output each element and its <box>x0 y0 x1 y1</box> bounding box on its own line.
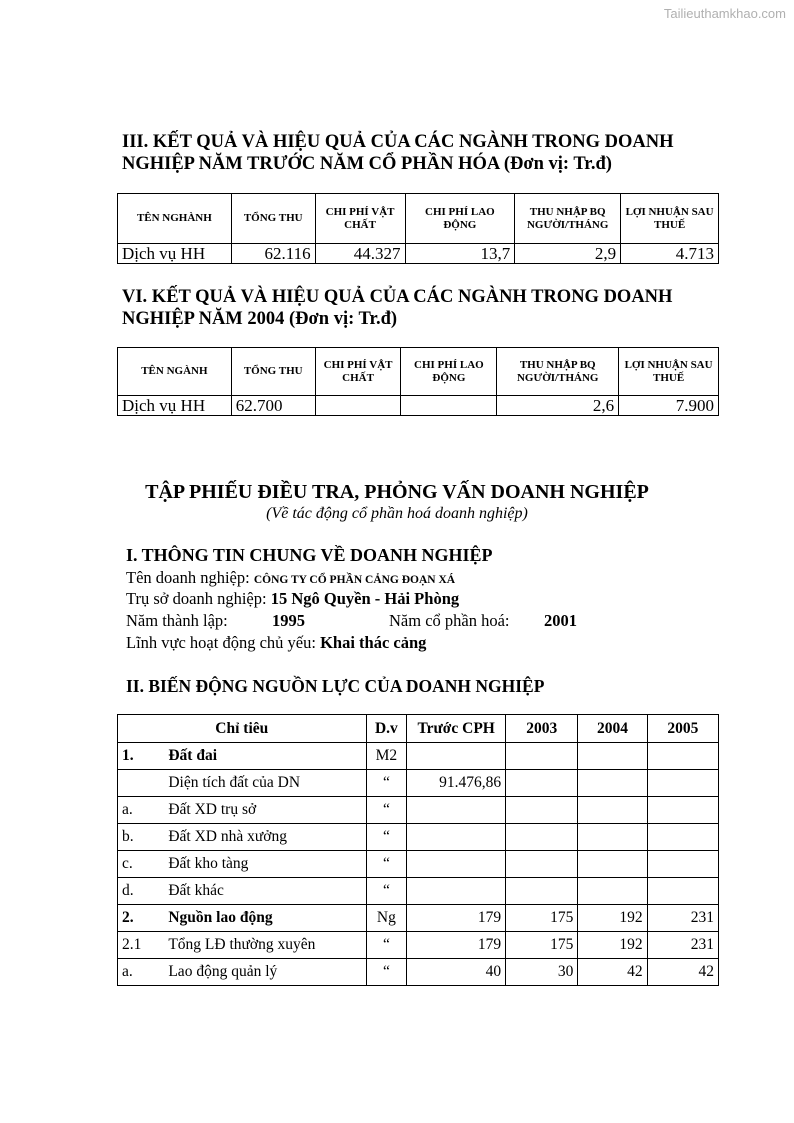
table-row <box>118 932 719 959</box>
cell <box>506 824 578 851</box>
survey-subtitle: (Về tác động cổ phần hoá doanh nghiệp) <box>266 505 528 522</box>
row-number <box>118 770 165 797</box>
equitized-value: 2001 <box>544 611 577 630</box>
col-header: LỢI NHUẬN SAU THUẾ <box>619 348 719 396</box>
cell <box>506 878 578 905</box>
col-header: 2005 <box>647 715 718 743</box>
cell <box>578 743 647 770</box>
col-header: CHI PHÍ VẬT CHẤT <box>315 348 401 396</box>
cell <box>578 770 647 797</box>
cell <box>315 396 401 416</box>
row-label: Đất đai <box>164 743 366 770</box>
resources-heading: II. BIẾN ĐỘNG NGUỒN LỰC CỦA DOANH NGHIỆP <box>126 676 545 696</box>
col-header: TÊN NGÀNH <box>118 348 232 396</box>
row-number: d. <box>118 878 165 905</box>
section6-heading <box>122 286 672 330</box>
col-header: 2003 <box>506 715 578 743</box>
cell <box>407 797 506 824</box>
cell <box>578 824 647 851</box>
col-header: TỔNG THU <box>231 194 315 244</box>
col-header: LỢI NHUẬN SAU THUẾ <box>621 194 719 244</box>
cell <box>506 851 578 878</box>
section3-heading <box>122 131 673 175</box>
cell: 91.476,86 <box>407 770 506 797</box>
general-info-heading: I. THÔNG TIN CHUNG VỀ DOANH NGHIỆP <box>126 545 493 565</box>
hq-label: Trụ sở doanh nghiệp: <box>126 589 271 608</box>
row-unit: Ng <box>366 905 407 932</box>
hq-value: 15 Ngô Quyền - Hải Phòng <box>270 589 460 608</box>
table-row <box>118 878 719 905</box>
resources-table <box>117 714 719 986</box>
row-unit: “ <box>366 770 407 797</box>
watermark: Tailieuthamkhao.com <box>663 6 786 21</box>
section6-heading-line1: VI. KẾT QUẢ VÀ HIỆU QUẢ CỦA CÁC NGÀNH TRONG DOANH <box>122 287 673 307</box>
cell <box>647 878 718 905</box>
col-header: 2004 <box>578 715 647 743</box>
col-header: TỔNG THU <box>231 348 315 396</box>
section3-heading-line2: NGHIỆP NĂM TRƯỚC NĂM CỔ PHẦN HÓA (Đơn vị: Tr.đ) <box>122 154 612 174</box>
field-line <box>126 633 426 653</box>
cell: 175 <box>506 932 578 959</box>
cell: Dịch vụ HH <box>118 244 232 264</box>
row-number: 1. <box>118 743 165 770</box>
cell <box>407 851 506 878</box>
cell: 42 <box>578 959 647 986</box>
cell <box>578 797 647 824</box>
table-row <box>118 851 719 878</box>
col-header: CHI PHÍ LAO ĐỘNG <box>405 194 515 244</box>
table-row <box>118 396 719 416</box>
section6-header-row <box>118 348 719 396</box>
cell: 62.116 <box>231 244 315 264</box>
row-label: Diện tích đất của DN <box>164 770 366 797</box>
cell <box>647 797 718 824</box>
col-header: THU NHẬP BQ NGƯỜI/THÁNG <box>515 194 621 244</box>
col-header: CHI PHÍ LAO ĐỘNG <box>401 348 497 396</box>
cell <box>506 770 578 797</box>
table-row <box>118 770 719 797</box>
cell: 2,6 <box>497 396 619 416</box>
table-row <box>118 959 719 986</box>
cell: 192 <box>578 905 647 932</box>
row-label: Đất XD nhà xưởng <box>164 824 366 851</box>
cell: 30 <box>506 959 578 986</box>
cell: 192 <box>578 932 647 959</box>
row-label: Đất khác <box>164 878 366 905</box>
table-row <box>118 244 719 264</box>
field-label: Lĩnh vực hoạt động chủ yếu: <box>126 633 321 652</box>
col-header: TÊN NGHÀNH <box>118 194 232 244</box>
founded-label: Năm thành lập: <box>126 611 228 630</box>
cell: 4.713 <box>621 244 719 264</box>
row-unit: “ <box>366 932 407 959</box>
row-number: b. <box>118 824 165 851</box>
founded-value: 1995 <box>272 611 305 630</box>
row-unit: “ <box>366 959 407 986</box>
cell <box>407 824 506 851</box>
cell: 179 <box>407 932 506 959</box>
row-number: 2.1 <box>118 932 165 959</box>
section3-heading-line1: III. KẾT QUẢ VÀ HIỆU QUẢ CỦA CÁC NGÀNH TRONG DOANH <box>122 132 674 152</box>
section3-header-row <box>118 194 719 244</box>
cell: 62.700 <box>231 396 315 416</box>
row-number: a. <box>118 797 165 824</box>
cell <box>578 851 647 878</box>
cell: 44.327 <box>315 244 405 264</box>
cell: 2,9 <box>515 244 621 264</box>
equitized-label: Năm cổ phần hoá: <box>389 611 510 630</box>
row-number: a. <box>118 959 165 986</box>
cell: 179 <box>407 905 506 932</box>
cell: 231 <box>647 932 718 959</box>
row-unit: “ <box>366 851 407 878</box>
cell <box>401 396 497 416</box>
cell: 175 <box>506 905 578 932</box>
row-label: Tổng LĐ thường xuyên <box>164 932 366 959</box>
row-unit: “ <box>366 797 407 824</box>
cell <box>578 878 647 905</box>
col-header: Trước CPH <box>407 715 506 743</box>
cell <box>407 743 506 770</box>
row-number: 2. <box>118 905 165 932</box>
row-label: Nguồn lao động <box>164 905 366 932</box>
col-header: Chỉ tiêu <box>118 715 367 743</box>
table-row <box>118 797 719 824</box>
row-number: c. <box>118 851 165 878</box>
cell: Dịch vụ HH <box>118 396 232 416</box>
company-name-label: Tên doanh nghiệp: <box>126 568 254 587</box>
table-row <box>118 905 719 932</box>
col-header: THU NHẬP BQ NGƯỜI/THÁNG <box>497 348 619 396</box>
col-header: D.v <box>366 715 407 743</box>
col-header: CHI PHÍ VẬT CHẤT <box>315 194 405 244</box>
row-unit: “ <box>366 824 407 851</box>
section6-heading-line2: NGHIỆP NĂM 2004 (Đơn vị: Tr.đ) <box>122 309 398 329</box>
row-label: Đất kho tàng <box>164 851 366 878</box>
table-row <box>118 743 719 770</box>
cell <box>506 743 578 770</box>
cell: 42 <box>647 959 718 986</box>
row-unit: “ <box>366 878 407 905</box>
cell: 40 <box>407 959 506 986</box>
cell <box>407 878 506 905</box>
section6-table <box>117 347 719 416</box>
cell <box>647 851 718 878</box>
cell <box>506 797 578 824</box>
cell: 13,7 <box>405 244 515 264</box>
cell <box>647 824 718 851</box>
row-unit: M2 <box>366 743 407 770</box>
company-name-line <box>126 568 455 590</box>
cell <box>647 743 718 770</box>
section3-table <box>117 193 719 264</box>
years-line <box>126 611 577 631</box>
field-value: Khai thác cảng <box>320 633 427 652</box>
company-name-value: CÔNG TY CỔ PHẦN CẢNG ĐOẠN XÁ <box>253 574 456 586</box>
row-label: Đất XD trụ sở <box>164 797 366 824</box>
hq-line <box>126 589 459 609</box>
cell <box>647 770 718 797</box>
survey-title: TẬP PHIẾU ĐIỀU TRA, PHỎNG VẤN DOANH NGHIỆP <box>145 481 649 503</box>
table-row <box>118 824 719 851</box>
cell: 231 <box>647 905 718 932</box>
cell: 7.900 <box>619 396 719 416</box>
row-label: Lao động quản lý <box>164 959 366 986</box>
resources-header-row <box>118 715 719 743</box>
